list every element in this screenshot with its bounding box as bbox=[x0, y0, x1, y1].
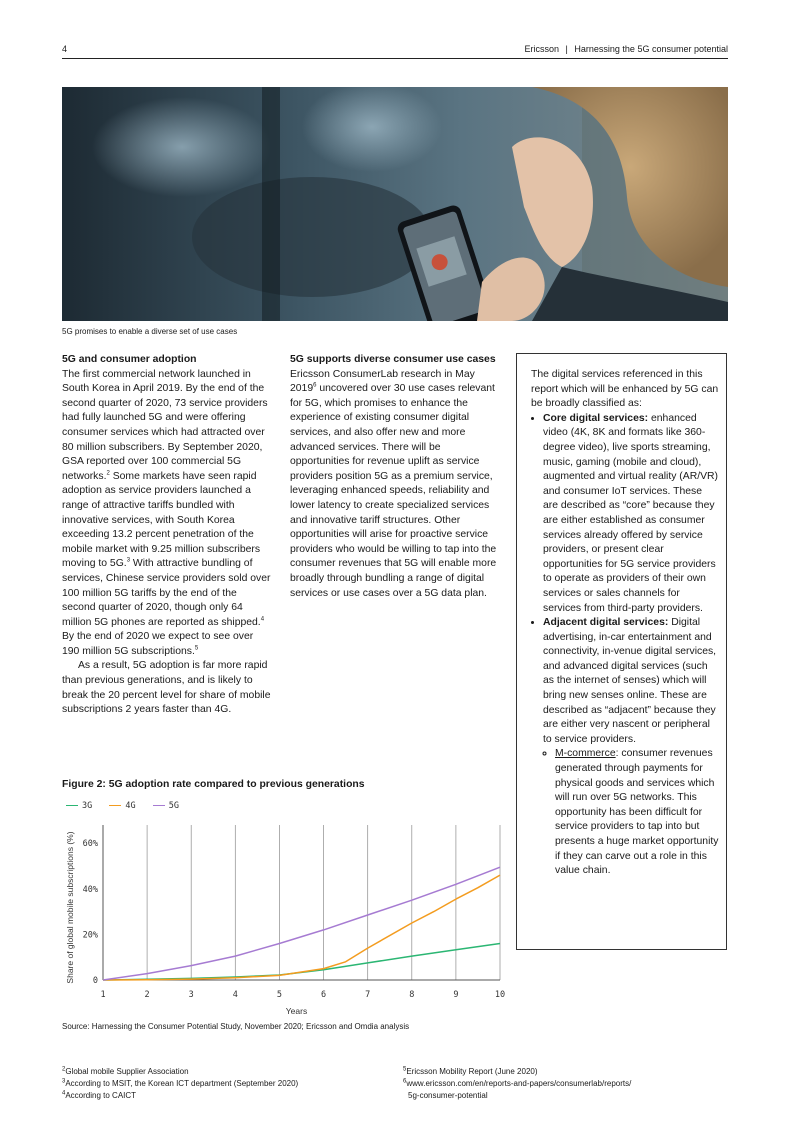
footnote: $^5$Ericsson Mobility Report (June 2020) bbox=[403, 1066, 538, 1076]
box-intro: The digital services referenced in this report which will be enhanced by 5G can be broadly classified as: bbox=[531, 369, 719, 410]
paragraph: As a result, 5G adoption is far more rapid than previous generations, and is likely to break the 20 percent level for share of mobile subscriptions 2 years faster than 4G. bbox=[62, 660, 271, 716]
header-rule bbox=[62, 58, 728, 59]
adoption-line-chart bbox=[60, 815, 510, 1020]
y-tick-label: 40% bbox=[82, 884, 98, 895]
header-separator: | bbox=[565, 44, 568, 54]
y-tick-label: 0 bbox=[92, 976, 98, 986]
legend-swatch-5g bbox=[153, 805, 165, 806]
mcommerce-link[interactable]: M-commerce bbox=[555, 748, 616, 760]
x-tick-label: 8 bbox=[409, 990, 415, 1000]
x-tick-label: 5 bbox=[276, 990, 283, 1000]
document-title: Harnessing the 5G consumer potential bbox=[574, 44, 728, 54]
column-consumer-adoption bbox=[62, 353, 272, 718]
brand-name: Ericsson bbox=[524, 44, 560, 54]
footnote: $^6$www.ericsson.com/en/reports-and-papers/consumerlab/reports/ bbox=[403, 1078, 632, 1089]
y-tick-label: 20% bbox=[82, 930, 98, 941]
x-tick-label: 10 bbox=[494, 990, 506, 1000]
sub-list bbox=[543, 747, 719, 878]
x-tick-label: 4 bbox=[232, 990, 238, 1000]
footnote: $^4$According to CAICT bbox=[62, 1090, 137, 1101]
x-tick-label: 2 bbox=[144, 990, 150, 1000]
footnote-ref[interactable]: 2 bbox=[106, 470, 110, 477]
legend-item-3g: 3G bbox=[66, 801, 92, 811]
footnotes-left bbox=[62, 1066, 382, 1103]
y-axis-title: Share of global mobile subscriptions (%) bbox=[65, 831, 75, 984]
footnote-ref[interactable]: 5 bbox=[194, 645, 199, 652]
x-tick-label: 7 bbox=[365, 990, 371, 1000]
legend-item-5g: 5G bbox=[153, 801, 179, 811]
x-tick-label: 9 bbox=[453, 990, 459, 1000]
digital-services-box bbox=[516, 353, 727, 950]
section-heading: 5G and consumer adoption bbox=[62, 354, 197, 365]
list-item-adjacent: • Adjacent digital services: Digital advertising, in-car entertainment and connectivity, in-venue digital services, and advanced digital services (such as the internet of senses) which will bring new senses online. These are described as “adjacent” because they are either very nascent or peripheral to service providers. ◦ M-commerce: consumer revenues generated through payments for physical goods and services which will run over 5G networks. This opportunity has been difficult for service providers to tap into but presents a huge market opportunity if they can carve out a role in this value chain. bbox=[543, 616, 719, 879]
legend-swatch-3g bbox=[66, 805, 78, 806]
section-heading: 5G supports diverse consumer use cases bbox=[290, 354, 496, 365]
footnote: $^2$Global mobile Supplier Association bbox=[62, 1066, 189, 1076]
y-tick-label: 60% bbox=[82, 839, 98, 850]
hero-photo bbox=[62, 87, 728, 321]
x-axis-title: Years bbox=[285, 1006, 308, 1016]
services-list bbox=[531, 412, 719, 879]
footnote-ref[interactable]: 3 bbox=[126, 557, 131, 564]
series-line-3g bbox=[103, 944, 500, 981]
photo-caption: 5G promises to enable a diverse set of use cases bbox=[62, 327, 238, 336]
chart-legend bbox=[66, 801, 191, 811]
hero-photo-illustration bbox=[62, 87, 728, 321]
list-item-mcommerce: ◦ M-commerce: consumer revenues generated through payments for physical goods and services which will run over 5G networks. This opportunity has been difficult for service providers to tap into but presents a huge market opportunity if they can carve out a role in this value chain. bbox=[555, 747, 719, 878]
page-number: 4 bbox=[62, 44, 68, 54]
x-tick-label: 3 bbox=[188, 990, 194, 1000]
footnote-ref[interactable]: 4 bbox=[260, 616, 265, 623]
list-item-core: • Core digital services: enhanced video (4K, 8K and formats like 360-degree video), live sports streaming, music, gaming (mobile and cloud), augmented and virtual reality (AR/VR) and consumer IoT services. These are described as “core” because they are either established as consumer services already offered by service providers, or present clear opportunities for 5G service providers to operate as providers of their own services or sales channels for services from third-party providers. bbox=[543, 412, 719, 616]
footnotes-right bbox=[403, 1066, 733, 1103]
figure-source: Source: Harnessing the Consumer Potential Study, November 2020; Ericsson and Omdia analysis bbox=[62, 1022, 410, 1031]
x-tick-label: 1 bbox=[100, 990, 106, 1000]
running-header bbox=[525, 44, 728, 54]
footnote: $^3$According to MSIT, the Korean ICT department (September 2020) bbox=[62, 1078, 299, 1089]
paragraph: The first commercial network launched in South Korea in April 2019. By the end of the second quarter of 2020, 73 service providers had fully launched 5G and were offering consumer services which had attracted over 80 million subscribers. By September 2020, GSA reported over 100 commercial 5G networks.$^2$ Some markets have seen rapid adoption as service providers launched a range of attractive tariffs bundled with innovative services, with South Korea exceeding 13.2 percent penetration of the mobile market with 9.25 million subscribers moving to 5G.$^3$ With attractive bundling of services, Chinese service providers sold over 100 million 5G tariffs by the end of the second quarter of 2020, though only 64 million 5G phones are reported as shipped.$^4$ By the end of 2020 we expect to see over 190 million 5G subscriptions.$^5$ bbox=[62, 368, 271, 657]
footnote-ref[interactable]: 6 bbox=[313, 382, 317, 389]
series-line-5g bbox=[103, 867, 500, 980]
figure-title: Figure 2: 5G adoption rate compared to previous generations bbox=[62, 779, 365, 790]
footnote: 5g-consumer-potential bbox=[408, 1091, 488, 1101]
column-use-cases bbox=[290, 353, 502, 601]
legend-swatch-4g bbox=[109, 805, 121, 806]
box-content bbox=[531, 368, 719, 879]
x-tick-label: 6 bbox=[320, 990, 327, 1000]
legend-item-4g: 4G bbox=[109, 801, 135, 811]
paragraph: Ericsson ConsumerLab research in May 2019$^6$ uncovered over 30 use cases relevant for 5G, which promises to enhance the experience of existing consumer digital services, and also offer new and more advanced services. There will be opportunities for revenue uplift as service providers position 5G as a premium service, leveraging enhanced speeds, reliability and lower latency to create specialized services and innovative tariff structures. Other opportunities will arise for proactive service providers who would be willing to tap into the consumer revenues that 5G will enable more broadly through bundling a range of digital services or use cases over a 5G data plan. bbox=[290, 368, 497, 599]
series-line-4g bbox=[103, 875, 500, 980]
